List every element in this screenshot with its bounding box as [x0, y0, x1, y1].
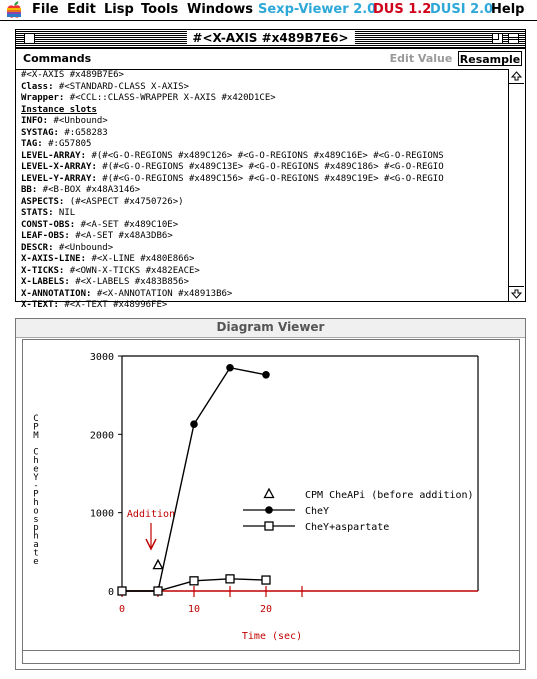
legend-label: CheY: [305, 506, 330, 517]
y-tick-label: 1000: [89, 508, 114, 520]
slot-value: #:G57805: [42, 139, 92, 149]
slot-value: #<A-SET #x48A3DB6>: [69, 231, 173, 241]
slot-key: X-TICKS:: [21, 265, 65, 276]
slot-key: TAG:: [21, 139, 43, 149]
slot-value: #<A-SET #x489C10E>: [75, 219, 179, 230]
collapse-box-icon[interactable]: [508, 33, 519, 44]
inspector-title: #<X-AXIS #x489B7E6>: [186, 31, 354, 45]
data-point-triangle: [154, 560, 163, 569]
slot-value: #(#<G-O-REGIONS #x489C13E> #<G-O-REGIONS #x489C186> #<G-O-REGIO: [96, 162, 444, 172]
vertical-scrollbar[interactable]: [508, 69, 525, 301]
slot-row[interactable]: [21, 174, 505, 186]
edit-value-button[interactable]: Edit Value: [389, 52, 453, 65]
apple-menu-icon[interactable]: [5, 1, 23, 19]
slot-value: #<OWN-X-TICKS #x482EACE>: [64, 265, 200, 276]
slot-key: SYSTAG:: [21, 127, 59, 138]
y-tick-label: 2000: [89, 430, 114, 442]
slot-key: Instance slots: [21, 104, 97, 115]
scroll-up-arrow-icon[interactable]: [509, 69, 524, 84]
slot-row[interactable]: [21, 231, 505, 243]
slot-row[interactable]: [21, 266, 505, 278]
menu-tools[interactable]: Tools: [141, 2, 179, 17]
commands-menu[interactable]: Commands: [23, 52, 92, 65]
slot-row[interactable]: [21, 197, 505, 209]
scroll-down-arrow-icon[interactable]: [509, 286, 524, 301]
slot-row[interactable]: [21, 185, 505, 197]
slot-row[interactable]: [21, 208, 505, 220]
legend-label: CheY+aspartate: [305, 522, 390, 533]
y-axis-label: CPM CheY-Phosphate: [31, 414, 41, 566]
annotation-label: Addition: [126, 509, 176, 520]
close-box-icon[interactable]: [24, 33, 35, 44]
slot-value: #<CCL::CLASS-WRAPPER X-AXIS #x420D1CE>: [64, 93, 276, 103]
diagram-viewer-window: [15, 318, 526, 670]
slot-value: (#<ASPECT #x4750726>): [64, 196, 184, 207]
data-point-square: [118, 587, 126, 595]
slot-key: LEVEL-Y-ARRAY:: [21, 173, 97, 184]
series-line: [122, 368, 266, 591]
slot-value: #<STANDARD-CLASS X-AXIS>: [53, 81, 189, 92]
slot-value: #<Unbound>: [48, 116, 108, 126]
slot-key: X-LABELS:: [21, 277, 70, 287]
slot-key: DESCR:: [21, 242, 54, 253]
diagram-title-bar[interactable]: [16, 319, 525, 338]
y-tick-label: 3000: [89, 352, 114, 363]
x-tick-label: 20: [259, 604, 273, 615]
menu-edit[interactable]: Edit: [67, 2, 96, 17]
data-point-circle: [226, 364, 234, 372]
slot-row[interactable]: [21, 93, 505, 105]
inspector-window: [15, 29, 526, 310]
slot-value: #(#<G-O-REGIONS #x489C126> #<G-O-REGIONS #x489C16E> #<G-O-REGIONS: [86, 150, 444, 161]
slot-value: #<X-TEXT #x48996FE>: [58, 300, 168, 310]
slot-key: X-AXIS-LINE:: [21, 254, 87, 264]
slot-value: #<X-LINE #x480E866>: [86, 254, 195, 264]
slot-key: LEVEL-ARRAY:: [21, 150, 87, 161]
slot-value: #<X-AXIS #x489B7E6>: [21, 70, 124, 80]
data-point-circle: [262, 371, 270, 379]
legend-label: CPM CheAPi (before addition): [305, 490, 474, 501]
menu-dus[interactable]: DUS 1.2: [373, 2, 432, 17]
data-point-circle: [190, 420, 198, 428]
slot-row[interactable]: [21, 151, 505, 163]
slot-row[interactable]: [21, 116, 505, 128]
section-heading[interactable]: [21, 105, 505, 117]
chart: [23, 340, 519, 663]
data-point-triangle: [265, 489, 274, 498]
slot-row[interactable]: [21, 277, 505, 289]
slot-key: STATS:: [21, 208, 54, 218]
x-tick-label: 10: [187, 604, 201, 615]
menu-dusi[interactable]: DUSI 2.0: [430, 2, 494, 17]
menu-help[interactable]: Help: [491, 2, 525, 17]
slot-key: Class:: [21, 81, 54, 92]
menu-bar: [0, 0, 537, 21]
slot-row[interactable]: [21, 162, 505, 174]
slot-key: X-ANNOTATION:: [21, 288, 92, 299]
slot-row[interactable]: [21, 139, 505, 151]
slot-value: #:G58283: [58, 127, 108, 138]
slot-row[interactable]: [21, 220, 505, 232]
diagram-title: Diagram Viewer: [211, 320, 331, 334]
slot-key: ASPECTS:: [21, 196, 65, 207]
zoom-box-icon[interactable]: [492, 33, 503, 44]
slot-value: #(#<G-O-REGIONS #x489C156> #<G-O-REGIONS #x489C19E> #<G-O-REGIO: [96, 173, 444, 184]
slot-row[interactable]: [21, 82, 505, 94]
slot-value: #<Unbound>: [53, 242, 114, 253]
menu-file[interactable]: File: [32, 2, 59, 17]
slot-value: NIL: [53, 208, 76, 218]
slot-list: [21, 70, 505, 310]
data-point-square: [190, 577, 198, 585]
slot-value: #<B-BOX #x48A3146>: [37, 185, 141, 195]
menu-sexp-viewer[interactable]: Sexp-Viewer 2.0: [258, 2, 377, 17]
resample-button[interactable]: Resample: [459, 53, 521, 66]
x-axis-label: Time (sec): [241, 631, 303, 642]
slot-row[interactable]: [21, 300, 505, 312]
canvas-divider: [23, 650, 519, 651]
menu-lisp[interactable]: Lisp: [104, 2, 134, 17]
slot-row[interactable]: [21, 128, 505, 140]
command-bar: [16, 49, 525, 70]
menu-windows[interactable]: Windows: [187, 2, 254, 17]
slot-row[interactable]: [21, 243, 505, 255]
data-point-square: [265, 522, 273, 530]
slot-key: Wrapper:: [21, 93, 65, 103]
slot-row[interactable]: [21, 289, 505, 301]
slot-row[interactable]: [21, 254, 505, 266]
data-point-circle: [265, 506, 273, 514]
slot-key: INFO:: [21, 116, 49, 126]
slot-row[interactable]: [21, 70, 505, 82]
slot-key: BB:: [21, 185, 38, 195]
slot-value: #<X-ANNOTATION #x48913B6>: [91, 288, 233, 299]
y-tick-label: 0: [107, 587, 114, 598]
slot-key: LEVEL-X-ARRAY:: [21, 162, 97, 172]
data-point-square: [226, 575, 234, 583]
data-point-square: [262, 576, 270, 584]
slot-key: CONST-OBS:: [21, 219, 76, 230]
data-point-square: [154, 587, 162, 595]
diagram-canvas: [22, 339, 520, 664]
x-tick-label: 0: [118, 604, 126, 615]
inspector-title-bar[interactable]: [16, 30, 525, 49]
slot-value: #<X-LABELS #x483B856>: [69, 277, 189, 287]
slot-key: LEAF-OBS:: [21, 231, 70, 241]
slot-key: X-TEXT:: [21, 300, 59, 310]
